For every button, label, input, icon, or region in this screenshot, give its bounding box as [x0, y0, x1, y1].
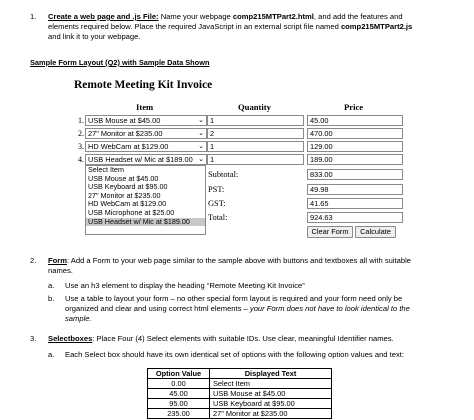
dropdown-option-selected[interactable]: USB Headset w/ Mic at $189.00: [86, 218, 205, 227]
dropdown-option[interactable]: USB Microphone at $25.00: [88, 207, 175, 217]
calculate-button[interactable]: Calculate: [355, 226, 396, 238]
table-cell: 235.00: [148, 409, 210, 419]
section-3a-label: a.: [48, 350, 55, 359]
pst-label: PST:: [208, 185, 225, 194]
item-select-3-value: HD WebCam at $129.00: [88, 142, 169, 151]
table-cell: USB Keyboard at $95.00: [210, 399, 332, 409]
chevron-down-icon: ⌄: [198, 117, 204, 124]
item-select-1-value: USB Mouse at $45.00: [88, 116, 161, 125]
row-number-3: 3.: [78, 142, 84, 151]
pst-field[interactable]: 49.98: [307, 184, 403, 195]
table-row: [148, 389, 332, 399]
section-1: [30, 12, 460, 42]
section-2b-line1: Use a table to layout your form – no other special form layout is required and your form need only be: [65, 294, 403, 303]
section-3a-text: Each Select box should have its own identical set of options with the following option values and text:: [65, 350, 404, 359]
clear-form-button[interactable]: Clear Form: [307, 226, 353, 238]
item-select-4-value: USB Headset w/ Mic at $189.00: [88, 155, 193, 164]
section-1-line2: elements required below. Place the required JavaScript in an external script file named: [48, 21, 341, 31]
gst-field[interactable]: 41.65: [307, 198, 403, 209]
dropdown-option[interactable]: 27" Monitor at $235.00: [88, 190, 161, 200]
section-1-number: 1.: [30, 12, 37, 21]
section-2b-line2: organized and clear and using correct html elements –: [65, 303, 250, 313]
section-2a-label: a.: [48, 281, 55, 290]
section-2b-text: [65, 294, 470, 324]
row-number-1: 1.: [78, 116, 84, 125]
table-header: Option Value: [148, 369, 210, 379]
subtotal-label: Subtotal:: [208, 170, 239, 179]
table-cell: 95.00: [148, 399, 210, 409]
subtotal-field[interactable]: 833.00: [307, 169, 403, 180]
quantity-input-4[interactable]: 1: [207, 154, 304, 165]
sample-layout-heading: Sample Form Layout (Q2) with Sample Data Shown: [30, 58, 210, 67]
item-select-4-dropdown: [85, 165, 206, 235]
total-label: Total:: [208, 213, 228, 222]
dropdown-option[interactable]: USB Mouse at $45.00: [88, 173, 159, 183]
section-1-line3: and link it to your webpage.: [48, 31, 141, 41]
section-3-number: 3.: [30, 334, 37, 343]
section-3-t1: : Place Four (4) Select elements with suitable IDs. Use clear, meaningful Identifier names.: [92, 334, 394, 343]
quantity-input-1[interactable]: 1: [207, 115, 304, 126]
price-field-2[interactable]: 470.00: [307, 128, 403, 139]
total-field[interactable]: 924.63: [307, 212, 403, 223]
dropdown-option[interactable]: Select Item: [88, 165, 124, 174]
table-cell: USB Mouse at $45.00: [210, 389, 332, 399]
row-number-2: 2.: [78, 129, 84, 138]
chevron-down-icon: ⌄: [198, 130, 204, 137]
gst-label: GST:: [208, 199, 226, 208]
price-field-3[interactable]: 129.00: [307, 141, 403, 152]
column-header-price: Price: [344, 102, 364, 112]
table-row: [148, 379, 332, 389]
dropdown-option[interactable]: USB Keyboard at $95.00: [88, 182, 168, 192]
row-number-4: 4.: [78, 155, 84, 164]
table-cell: Select Item: [210, 379, 332, 389]
section-1-file2: comp215MTPart2.js: [340, 21, 413, 31]
section-2-line2: names.: [48, 265, 73, 275]
item-select-1[interactable]: [85, 115, 207, 126]
price-field-4[interactable]: 189.00: [307, 154, 403, 165]
section-1-lead: Create a web page and .js File:: [48, 12, 159, 21]
item-select-3[interactable]: [85, 141, 207, 152]
section-2b-label: b.: [48, 294, 55, 303]
section-1-t2: , and add the features and: [313, 12, 403, 21]
section-2b-line3: sample.: [65, 313, 92, 323]
chevron-down-icon: ⌄: [198, 143, 204, 150]
table-cell: 45.00: [148, 389, 210, 399]
table-cell: 0.00: [148, 379, 210, 389]
item-select-2[interactable]: [85, 128, 207, 139]
column-header-quantity: Quantity: [238, 102, 271, 112]
section-2-number: 2.: [30, 256, 37, 265]
section-2-t1: : Add a Form to your web page similar to the sample above with buttons and textboxes all with suitable: [66, 256, 411, 265]
chevron-down-icon: ⌄: [198, 156, 204, 163]
option-values-table: [147, 368, 332, 419]
section-1-text: [48, 12, 460, 42]
section-3-text: [48, 334, 468, 344]
form-title: Remote Meeting Kit Invoice: [74, 79, 213, 91]
item-select-2-value: 27" Monitor at $235.00: [88, 129, 163, 138]
table-header-row: [148, 369, 332, 379]
table-row: [148, 399, 332, 409]
section-2a-text: Use an h3 element to display the heading “Remote Meeting Kit Invoice”: [65, 281, 305, 290]
section-1-file1: comp215MTPart2.html: [232, 12, 314, 21]
item-select-4[interactable]: [85, 154, 207, 165]
section-2-text: [48, 256, 468, 276]
section-1-t1: Name your webpage: [158, 12, 233, 21]
table-row: [148, 409, 332, 419]
section-3-lead: Selectboxes: [48, 334, 93, 343]
section-2b-italic: your Form does not have to look identical to the: [249, 303, 410, 313]
quantity-input-2[interactable]: 2: [207, 128, 304, 139]
table-header: Displayed Text: [210, 369, 332, 379]
dropdown-option[interactable]: HD WebCam at $129.00: [88, 199, 167, 209]
table-cell: 27" Monitor at $235.00: [210, 409, 332, 419]
price-field-1[interactable]: 45.00: [307, 115, 403, 126]
quantity-input-3[interactable]: 1: [207, 141, 304, 152]
section-2-lead: Form: [48, 256, 67, 265]
column-header-item: Item: [136, 102, 154, 112]
